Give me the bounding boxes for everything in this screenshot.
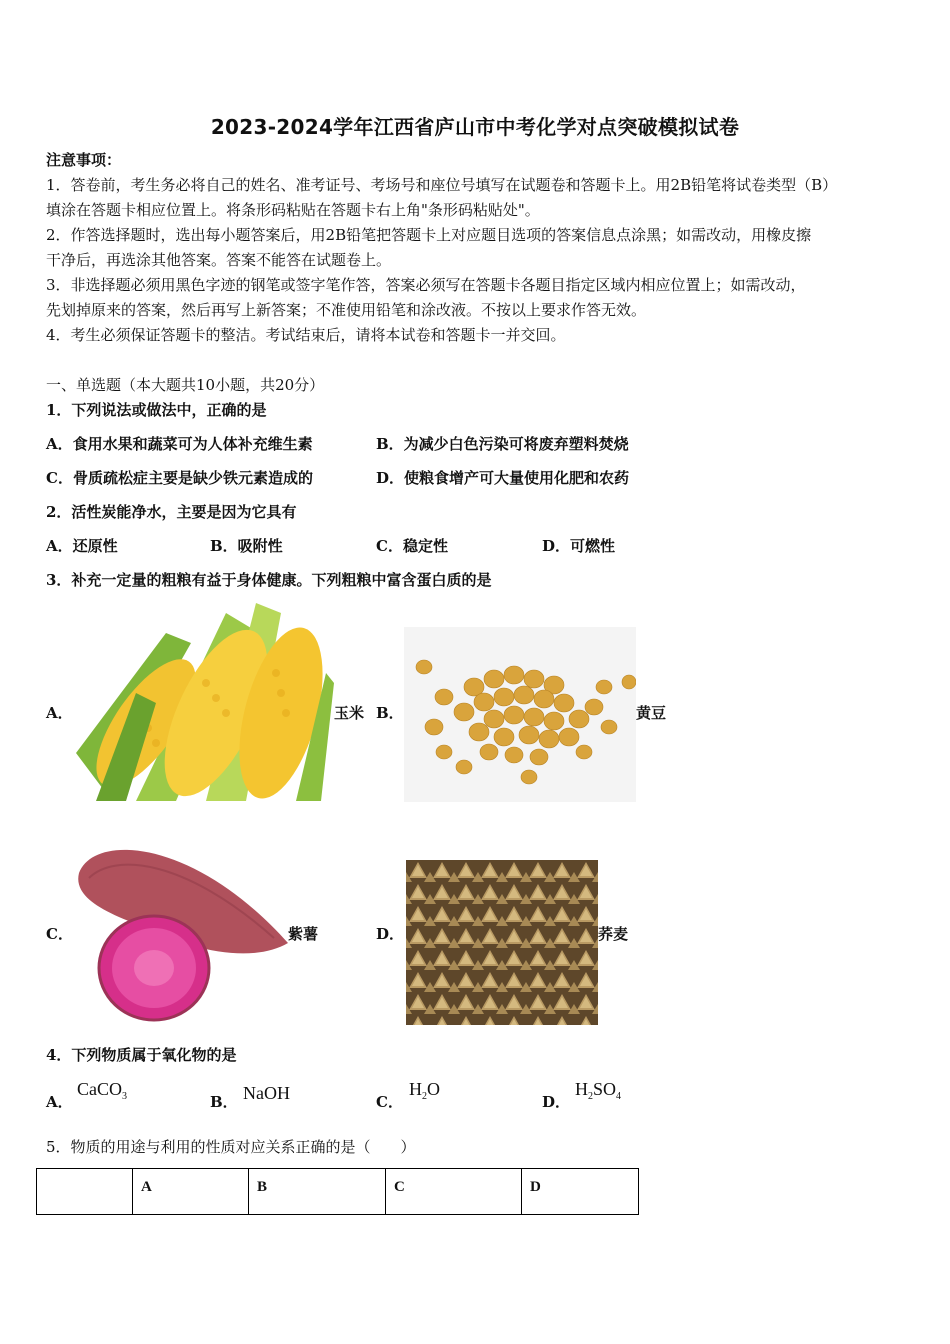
notice-heading: 注意事项： [46,151,122,169]
q3-option-d-letter: D． [376,925,405,943]
q3-option-b-label: 黄豆 [636,704,667,722]
formula-text: CaCO [77,1079,122,1099]
q3-option-b-letter: B． [376,704,404,722]
q4-option-a-letter: A． [46,1093,73,1111]
sweet-potato-icon [74,833,288,1025]
q4-option-d-letter: D． [542,1093,571,1111]
q4-formula-d [575,1079,621,1102]
notice-line: 先划掉原来的答案，然后再写上新答案；不准使用铅笔和涂改液。不按以上要求作答无效。 [46,301,647,319]
table-header-cell: B [249,1169,386,1215]
question-5-stem: 5．物质的用途与利用的性质对应关系正确的是（ ） [46,1138,416,1156]
q2-option-c: C．稳定性 [376,537,448,555]
q2-option-b: B．吸附性 [210,537,283,555]
q2-option-a: A．还原性 [46,537,118,555]
corn-icon [76,603,334,801]
q4-option-b-letter: B． [210,1093,238,1111]
table-header-cell [37,1169,133,1215]
question-4-stem: 4．下列物质属于氧化物的是 [46,1046,237,1064]
formula-subscript: 2 [422,1091,427,1102]
q1-option-c: C．骨质疏松症主要是缺少铁元素造成的 [46,469,313,487]
formula-subscript: 4 [616,1091,622,1102]
q5-table [36,1168,639,1215]
question-2-stem: 2．活性炭能净水，主要是因为它具有 [46,503,297,521]
formula-subscript: 2 [588,1091,593,1102]
q3-option-a-letter: A． [46,704,73,722]
formula-text: SO [593,1079,617,1099]
notice-line: 3．非选择题必须用黑色字迹的钢笔或签字笔作答，答案必须写在答题卡各题目指定区域内相应位置上；如需改动， [46,276,806,294]
table-header-cell: C [386,1169,522,1215]
formula-text: H [575,1079,588,1099]
buckwheat-icon [406,860,598,1025]
q1-option-b: B．为减少白色污染可将废弃塑料焚烧 [376,435,629,453]
notice-line: 2．作答选择题时，选出每小题答案后，用2B铅笔把答题卡上对应题目选项的答案信息点涂黑；如需改动，用橡皮擦 [46,226,812,244]
q2-option-d: D．可燃性 [542,537,616,555]
question-1-stem: 1．下列说法或做法中，正确的是 [46,401,267,419]
q1-option-a: A．食用水果和蔬菜可为人体补充维生素 [46,435,313,453]
soybean-icon [404,627,636,802]
page-title: 2023-2024学年江西省庐山市中考化学对点突破模拟试卷 [210,115,740,139]
q3-option-c-label: 紫薯 [288,925,319,943]
notice-line: 4．考生必须保证答题卡的整洁。考试结束后，请将本试卷和答题卡一并交回。 [46,326,566,344]
q3-option-a-label: 玉米 [334,704,365,722]
formula-subscript: 3 [122,1091,127,1102]
q4-formula-c [409,1079,440,1102]
table-row [37,1169,639,1215]
section-heading: 一、单选题（本大题共10小题，共20分） [46,376,325,394]
formula-text: H [409,1079,422,1099]
q4-option-c-letter: C． [376,1093,403,1111]
table-header-cell: D [522,1169,639,1215]
q4-formula-b: NaOH [243,1083,290,1103]
q1-option-d: D．使粮食增产可大量使用化肥和农药 [376,469,630,487]
formula-text: O [427,1079,440,1099]
notice-line: 干净后，再选涂其他答案。答案不能答在试题卷上。 [46,251,392,269]
q3-option-c-letter: C． [46,925,73,943]
notice-line: 1．答卷前，考生务必将自己的姓名、准考证号、考场号和座位号填写在试题卷和答题卡上。用2B铅笔将试卷类型（B） [46,176,838,194]
table-header-cell: A [133,1169,249,1215]
q4-formula-a [77,1079,127,1102]
q3-option-d-label: 荞麦 [598,925,629,943]
notice-line: 填涂在答题卡相应位置上。将条形码粘贴在答题卡右上角"条形码粘贴处"。 [46,201,540,219]
question-3-stem: 3．补充一定量的粗粮有益于身体健康。下列粗粮中富含蛋白质的是 [46,571,492,589]
